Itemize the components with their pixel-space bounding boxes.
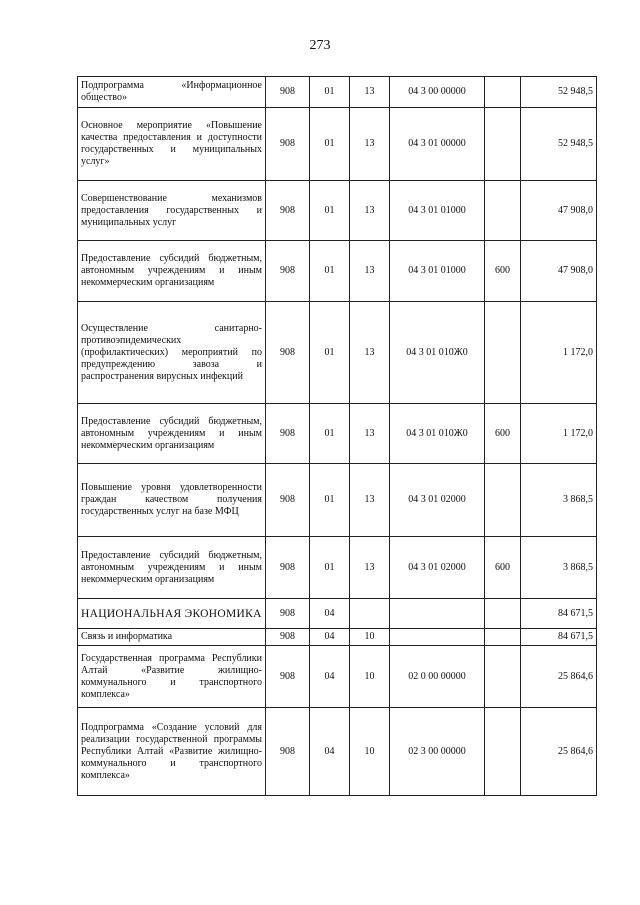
table-row <box>78 464 597 537</box>
section-code: 04 <box>310 629 350 646</box>
ministry-code: 908 <box>266 108 310 181</box>
ministry-code: 908 <box>266 464 310 537</box>
ministry-code: 908 <box>266 241 310 302</box>
row-name: Подпрограмма «Информационное общество» <box>78 77 266 108</box>
row-name: Повышение уровня удовлетворенности граждан качеством получения государственных услуг на базе МФЦ <box>78 464 266 537</box>
ministry-code: 908 <box>266 181 310 241</box>
table-row <box>78 302 597 404</box>
expense-type-code <box>485 599 521 629</box>
target-article-code: 02 3 00 00000 <box>390 708 485 796</box>
amount: 1 172,0 <box>521 404 597 464</box>
table-row <box>78 181 597 241</box>
table-row <box>78 599 597 629</box>
section-code: 01 <box>310 181 350 241</box>
subsection-code: 10 <box>350 629 390 646</box>
ministry-code: 908 <box>266 646 310 708</box>
row-name: Предоставление субсидий бюджетным, автономным учреждениям и иным некоммерческим организациям <box>78 241 266 302</box>
row-name: Подпрограмма «Создание условий для реализации государственной программы Республики Алтай «Развитие жилищно-коммунального и транспортного комплекса» <box>78 708 266 796</box>
amount: 84 671,5 <box>521 629 597 646</box>
section-code: 01 <box>310 537 350 599</box>
ministry-code: 908 <box>266 77 310 108</box>
subsection-code <box>350 599 390 629</box>
ministry-code: 908 <box>266 599 310 629</box>
target-article-code: 02 0 00 00000 <box>390 646 485 708</box>
subsection-code: 13 <box>350 108 390 181</box>
section-code: 01 <box>310 464 350 537</box>
target-article-code: 04 3 01 010Ж0 <box>390 302 485 404</box>
amount: 52 948,5 <box>521 77 597 108</box>
row-name: НАЦИОНАЛЬНАЯ ЭКОНОМИКА <box>78 599 266 629</box>
ministry-code: 908 <box>266 708 310 796</box>
ministry-code: 908 <box>266 404 310 464</box>
row-name: Осуществление санитарно-противоэпидемических (профилактических) мероприятий по предупреждению завоза и распространения вирусных инфекций <box>78 302 266 404</box>
section-code: 04 <box>310 646 350 708</box>
table-row <box>78 108 597 181</box>
target-article-code: 04 3 00 00000 <box>390 77 485 108</box>
row-name: Связь и информатика <box>78 629 266 646</box>
row-name: Совершенствование механизмов предоставления государственных и муниципальных услуг <box>78 181 266 241</box>
amount: 1 172,0 <box>521 302 597 404</box>
expense-type-code: 600 <box>485 404 521 464</box>
amount: 3 868,5 <box>521 464 597 537</box>
expense-type-code <box>485 464 521 537</box>
page-number: 273 <box>309 38 331 53</box>
table-row <box>78 404 597 464</box>
target-article-code <box>390 629 485 646</box>
section-code: 01 <box>310 108 350 181</box>
amount: 3 868,5 <box>521 537 597 599</box>
expense-type-code <box>485 708 521 796</box>
amount: 25 864,6 <box>521 708 597 796</box>
target-article-code: 04 3 01 02000 <box>390 464 485 537</box>
table-row <box>78 646 597 708</box>
table-row <box>78 77 597 108</box>
expense-type-code <box>485 181 521 241</box>
target-article-code: 04 3 01 02000 <box>390 537 485 599</box>
amount: 47 908,0 <box>521 241 597 302</box>
expense-type-code <box>485 108 521 181</box>
section-code: 04 <box>310 599 350 629</box>
subsection-code: 10 <box>350 708 390 796</box>
row-name: Государственная программа Республики Алтай «Развитие жилищно-коммунального и транспортного комплекса» <box>78 646 266 708</box>
ministry-code: 908 <box>266 629 310 646</box>
section-code: 01 <box>310 404 350 464</box>
subsection-code: 10 <box>350 646 390 708</box>
target-article-code: 04 3 01 010Ж0 <box>390 404 485 464</box>
expense-type-code: 600 <box>485 537 521 599</box>
expense-type-code <box>485 77 521 108</box>
amount: 52 948,5 <box>521 108 597 181</box>
row-name: Предоставление субсидий бюджетным, автономным учреждениям и иным некоммерческим организациям <box>78 404 266 464</box>
expense-type-code <box>485 646 521 708</box>
subsection-code: 13 <box>350 464 390 537</box>
table-row <box>78 537 597 599</box>
table-row <box>78 708 597 796</box>
table-row <box>78 241 597 302</box>
expense-type-code: 600 <box>485 241 521 302</box>
expense-type-code <box>485 302 521 404</box>
target-article-code <box>390 599 485 629</box>
target-article-code: 04 3 01 00000 <box>390 108 485 181</box>
subsection-code: 13 <box>350 302 390 404</box>
subsection-code: 13 <box>350 181 390 241</box>
section-code: 01 <box>310 241 350 302</box>
ministry-code: 908 <box>266 302 310 404</box>
row-name: Предоставление субсидий бюджетным, автономным учреждениям и иным некоммерческим организациям <box>78 537 266 599</box>
amount: 25 864,6 <box>521 646 597 708</box>
row-name: Основное мероприятие «Повышение качества предоставления и доступности государственных и муниципальных услуг» <box>78 108 266 181</box>
section-code: 01 <box>310 302 350 404</box>
subsection-code: 13 <box>350 404 390 464</box>
section-code: 04 <box>310 708 350 796</box>
subsection-code: 13 <box>350 241 390 302</box>
ministry-code: 908 <box>266 537 310 599</box>
target-article-code: 04 3 01 01000 <box>390 181 485 241</box>
expense-type-code <box>485 629 521 646</box>
budget-table <box>77 76 597 796</box>
target-article-code: 04 3 01 01000 <box>390 241 485 302</box>
subsection-code: 13 <box>350 537 390 599</box>
amount: 47 908,0 <box>521 181 597 241</box>
table-row <box>78 629 597 646</box>
subsection-code: 13 <box>350 77 390 108</box>
amount: 84 671,5 <box>521 599 597 629</box>
section-code: 01 <box>310 77 350 108</box>
